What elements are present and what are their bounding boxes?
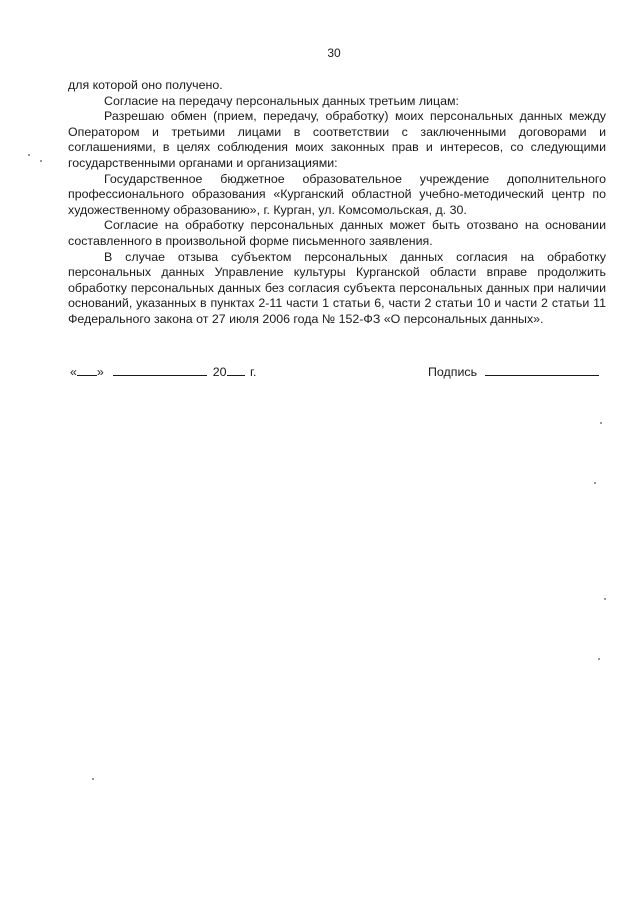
signature-blank[interactable] — [485, 364, 599, 376]
page-number: 30 — [327, 46, 341, 60]
scan-speck — [604, 598, 606, 600]
paragraph-organization: Государственное бюджетное образовательное учреждение дополнительного профессионального образования «Курганский областной учебно-методический центр по художественному образованию», г. Курган, ул. Комсомольская, д. 30. — [68, 171, 606, 217]
year-blank[interactable] — [227, 364, 245, 376]
paragraph-revocation-consequences: В случае отзыва субъектом персональных данных согласия на обработку персональных данных Управление культуры Курганской области вправе продолжить обработку персональных данных без согласия субъекта персональных данных при наличии оснований, указанных в пунктах 2-11 части 1 статьи 6, части 2 статьи 10 и части 2 статьи 11 Федерального закона от 27 июля 2006 года № 152-ФЗ «О персональных данных». — [68, 249, 606, 326]
scan-speck — [40, 160, 42, 162]
date-field — [70, 364, 256, 379]
scan-speck — [594, 482, 596, 484]
signature-label: Подпись — [428, 365, 478, 379]
paragraph-consent-heading: Согласие на передачу персональных данных третьим лицам: — [104, 93, 459, 108]
signature-field — [428, 364, 599, 379]
paragraph-continuation: для которой оно получено. — [68, 78, 223, 92]
month-blank[interactable] — [113, 364, 207, 376]
year-suffix: г. — [249, 365, 257, 379]
date-open-quote: « — [70, 365, 77, 379]
scan-speck — [92, 778, 94, 780]
scan-speck — [600, 422, 602, 424]
date-close-quote: » — [96, 365, 104, 379]
scan-speck — [598, 658, 600, 660]
year-century: 20 — [212, 365, 227, 379]
scan-speck — [28, 154, 30, 156]
day-blank[interactable] — [77, 364, 97, 376]
paragraph-exchange-permission: Разрешаю обмен (прием, передачу, обработку) моих персональных данных между Оператором и третьими лицами в соответствии с заключенными договорами и соглашениями, в целях соблюдения моих законных прав и интересов, со следующими государственными органами и организациями: — [68, 109, 606, 170]
paragraph-revocation: Согласие на обработку персональных данных может быть отозвано на основании составленного в произвольной форме письменного заявления. — [68, 218, 606, 248]
document-body — [68, 78, 606, 328]
